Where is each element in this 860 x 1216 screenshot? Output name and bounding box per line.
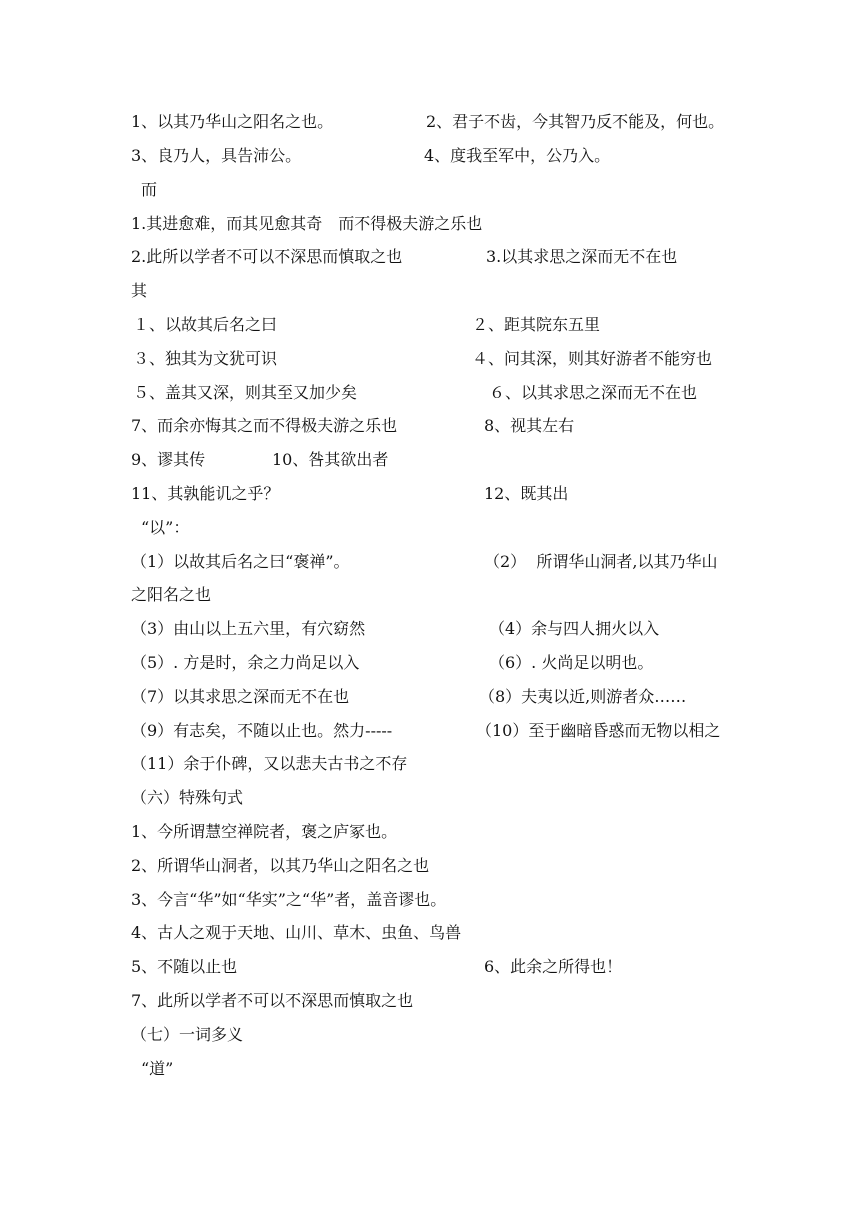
text-line bbox=[0, 443, 860, 477]
text-segment: 7、而余亦悔其之而不得极夫游之乐也 bbox=[131, 416, 398, 435]
text-line bbox=[0, 240, 860, 274]
text-segment: 4、古人之观于天地、山川、草木、虫鱼、鸟兽 bbox=[131, 923, 462, 942]
text-line bbox=[0, 207, 860, 241]
text-line bbox=[0, 477, 860, 511]
text-line bbox=[0, 1018, 860, 1052]
text-segment: 11、其孰能讥之乎？ bbox=[131, 484, 280, 503]
text-segment: ３、独其为文犹可识 bbox=[133, 349, 278, 368]
text-line bbox=[0, 950, 860, 984]
text-line bbox=[0, 680, 860, 714]
text-segment: “以”： bbox=[141, 518, 190, 537]
text-segment: （8）夫夷以近,则游者众…… bbox=[479, 687, 687, 706]
text-line bbox=[0, 342, 860, 376]
text-segment: 9、谬其传 bbox=[131, 450, 206, 469]
text-line bbox=[0, 747, 860, 781]
text-line bbox=[0, 511, 860, 545]
text-segment: 7、此所以学者不可以不深思而慎取之也 bbox=[131, 991, 414, 1010]
text-segment: 3、良乃人，具告沛公。 bbox=[131, 146, 302, 165]
text-line bbox=[0, 578, 860, 612]
text-segment: （七）一词多义 bbox=[131, 1025, 244, 1044]
text-segment: ６、以其求思之深而无不在也 bbox=[489, 383, 698, 402]
text-segment: 2、君子不齿，今其智乃反不能及，何也。 bbox=[426, 112, 725, 131]
text-segment: 10、咎其欲出者 bbox=[272, 450, 389, 469]
text-segment: 1、以其乃华山之阳名之也。 bbox=[131, 112, 334, 131]
text-line bbox=[0, 139, 860, 173]
text-segment: 5、不随以止也 bbox=[131, 957, 238, 976]
text-line bbox=[0, 409, 860, 443]
text-line bbox=[0, 105, 860, 139]
text-segment: 而 bbox=[141, 180, 158, 199]
text-segment: 之阳名之也 bbox=[131, 585, 212, 604]
text-segment: 8、视其左右 bbox=[484, 416, 575, 435]
text-segment: ２、距其院东五里 bbox=[472, 315, 601, 334]
text-segment: （六）特殊句式 bbox=[131, 788, 244, 807]
text-segment: 2.此所以学者不可以不深思而慎取之也 bbox=[131, 247, 403, 266]
text-segment: 1.其进愈难，而其见愈其奇 而不得极夫游之乐也 bbox=[131, 214, 483, 233]
text-segment: 12、既其出 bbox=[484, 484, 569, 503]
text-line bbox=[0, 781, 860, 815]
text-line bbox=[0, 815, 860, 849]
text-segment: 3.以其求思之深而无不在也 bbox=[486, 247, 678, 266]
text-line bbox=[0, 612, 860, 646]
text-segment: １、以故其后名之曰 bbox=[133, 315, 278, 334]
text-segment: （11）余于仆碑，又以悲夫古书之不存 bbox=[131, 754, 408, 773]
text-line bbox=[0, 173, 860, 207]
text-segment: （7）以其求思之深而无不在也 bbox=[131, 687, 350, 706]
text-segment: “道” bbox=[141, 1059, 174, 1078]
text-line bbox=[0, 376, 860, 410]
text-segment: 其 bbox=[131, 281, 148, 300]
text-line bbox=[0, 916, 860, 950]
text-line bbox=[0, 714, 860, 748]
text-segment: （9）有志矣，不随以止也。然力----- bbox=[131, 721, 393, 740]
text-line bbox=[0, 545, 860, 579]
text-segment: （10）至于幽暗昏惑而无物以相之 bbox=[476, 721, 721, 740]
text-segment: （2） 所谓华山洞者,以其乃华山 bbox=[484, 552, 718, 571]
text-segment: 3、今言“华”如“华实”之“华”者，盖音谬也。 bbox=[131, 890, 447, 909]
text-segment: 2、所谓华山洞者，以其乃华山之阳名之也 bbox=[131, 856, 430, 875]
text-segment: （1）以故其后名之曰“褒禅”。 bbox=[131, 552, 350, 571]
text-line bbox=[0, 646, 860, 680]
text-segment: ４、问其深，则其好游者不能穷也 bbox=[472, 349, 713, 368]
text-segment: 1、今所谓慧空禅院者，褒之庐冢也。 bbox=[131, 822, 398, 841]
text-segment: （5）. 方是时，余之力尚足以入 bbox=[131, 653, 360, 672]
text-segment: （3）由山以上五六里，有穴窈然 bbox=[131, 619, 366, 638]
text-line bbox=[0, 849, 860, 883]
text-segment: ５、盖其又深，则其至又加少矣 bbox=[133, 383, 358, 402]
text-line bbox=[0, 308, 860, 342]
text-line bbox=[0, 1052, 860, 1086]
text-segment: （6）. 火尚足以明也。 bbox=[489, 653, 654, 672]
text-line bbox=[0, 274, 860, 308]
text-segment: 4、度我至军中，公乃入。 bbox=[424, 146, 611, 165]
text-segment: 6、此余之所得也！ bbox=[484, 957, 623, 976]
text-line bbox=[0, 984, 860, 1018]
text-segment: （4）余与四人拥火以入 bbox=[489, 619, 660, 638]
text-line bbox=[0, 883, 860, 917]
